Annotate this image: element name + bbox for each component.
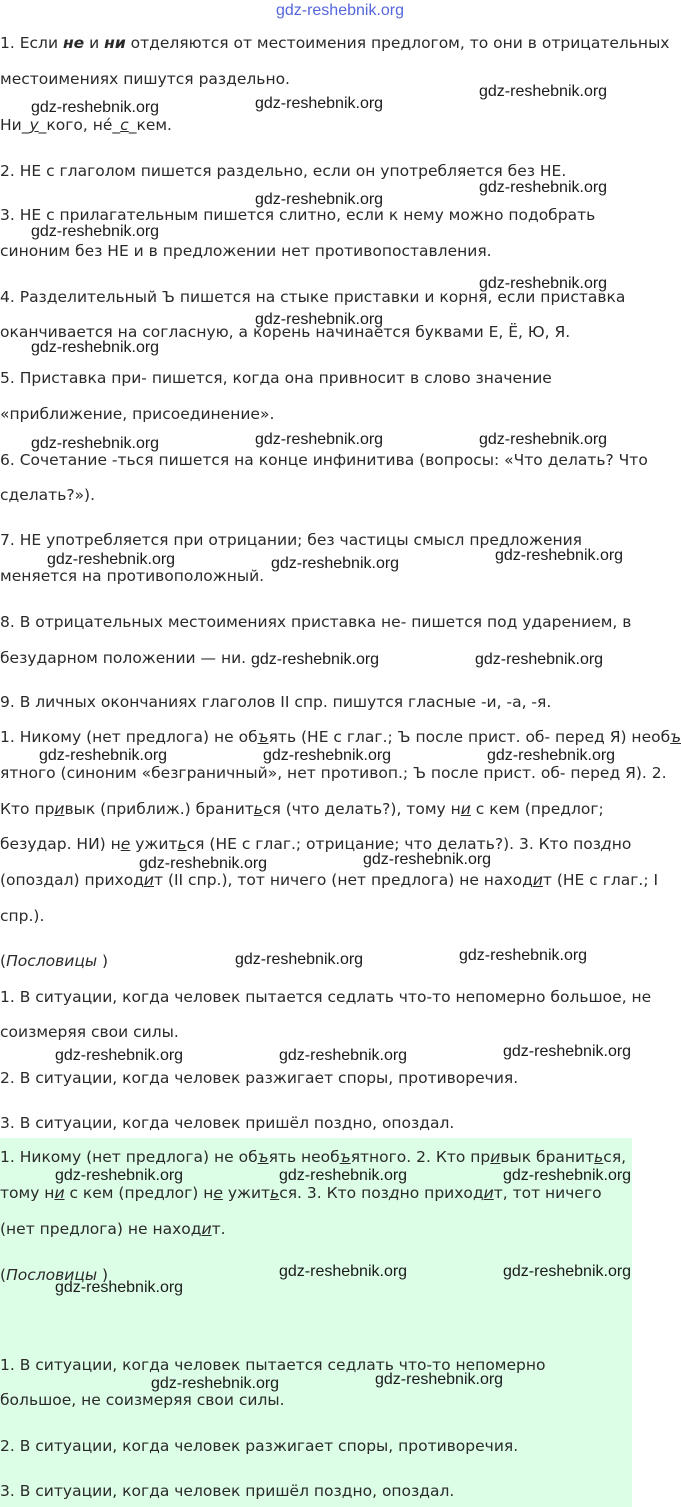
watermark: gdz-reshebnik.org <box>139 855 268 872</box>
watermark: gdz-reshebnik.org <box>503 1167 632 1184</box>
watermark: gdz-reshebnik.org <box>475 651 604 668</box>
watermark: gdz-reshebnik.org <box>479 431 608 448</box>
rule-7-line-1: 7. НЕ употребляется при отрицании; без частицы смысл предложения <box>0 531 583 549</box>
watermark: gdz-reshebnik.org <box>363 851 492 868</box>
rule-9: 9. В личных окончаниях глаголов II спр. пишутся гласные -и, -а, -я. <box>0 693 552 711</box>
watermark: gdz-reshebnik.org <box>487 747 616 764</box>
answer-situation-1-line-1: 1. В ситуации, когда человек пытается седлать что-то непомерно <box>0 1356 546 1374</box>
site-watermark-top: gdz-reshebnik.org <box>275 2 405 19</box>
watermark: gdz-reshebnik.org <box>31 435 160 452</box>
watermark: gdz-reshebnik.org <box>235 951 364 968</box>
watermark: gdz-reshebnik.org <box>31 99 160 116</box>
analysis-line-2: ятного (синоним «безграничный», нет противоп.; Ъ после прист. об- перед Я). 2. <box>0 764 667 782</box>
rule-8-line-1: 8. В отрицательных местоимениях приставка не- пишется под ударением, в <box>0 613 632 631</box>
watermark: gdz-reshebnik.org <box>55 1167 184 1184</box>
situation-1-line-1: 1. В ситуации, когда человек пытается седлать что-то непомерно большое, не <box>0 988 652 1006</box>
analysis-line-6: спр.). <box>0 907 45 925</box>
watermark: gdz-reshebnik.org <box>39 747 168 764</box>
proverbs-heading: (Пословицы ) <box>0 952 109 970</box>
watermark: gdz-reshebnik.org <box>255 311 384 328</box>
answer-situation-3: 3. В ситуации, когда человек пришёл поздно, опоздал. <box>0 1482 455 1500</box>
answer-line-3: (нет предлога) не находит. <box>0 1220 226 1238</box>
watermark: gdz-reshebnik.org <box>503 1043 632 1060</box>
situation-3: 3. В ситуации, когда человек пришёл поздно, опоздал. <box>0 1114 455 1132</box>
rule-3-line-1: 3. НЕ с прилагательным пишется слитно, если к нему можно подобрать <box>0 206 596 224</box>
watermark: gdz-reshebnik.org <box>279 1047 408 1064</box>
rule-1-line-1: 1. Если не и ни отделяются от местоимения предлогом, то они в отрицательных <box>0 34 670 52</box>
analysis-line-4: безудар. НИ) не ужиться (НЕ с глаг.; отрицание; что делать?). 3. Кто поздно <box>0 835 632 853</box>
analysis-line-1: 1. Никому (нет предлога) не объять (НЕ с глаг.; Ъ после прист. об- перед Я) необъ <box>0 728 681 746</box>
watermark: gdz-reshebnik.org <box>255 431 384 448</box>
watermark: gdz-reshebnik.org <box>279 1167 408 1184</box>
watermark: gdz-reshebnik.org <box>279 1263 408 1280</box>
watermark: gdz-reshebnik.org <box>255 95 384 112</box>
answer-proverbs-heading: (Пословицы ) <box>0 1266 109 1284</box>
watermark: gdz-reshebnik.org <box>55 1047 184 1064</box>
rule-4-line-2: оканчивается на согласную, а корень начинается буквами Е, Ё, Ю, Я. <box>0 323 571 341</box>
watermark: gdz-reshebnik.org <box>271 555 400 572</box>
rule-6-line-1: 6. Сочетание -ться пишется на конце инфинитива (вопросы: «Что делать? Что <box>0 451 648 469</box>
watermark: gdz-reshebnik.org <box>503 1263 632 1280</box>
watermark: gdz-reshebnik.org <box>255 191 384 208</box>
watermark: gdz-reshebnik.org <box>47 551 176 568</box>
answer-line-2: тому ни с кем (предлог) не ужиться. 3. Кто поздно приходит, тот ничего <box>0 1184 602 1202</box>
watermark: gdz-reshebnik.org <box>251 651 380 668</box>
answer-situation-1-line-2: большое, не соизмеряя свои силы. <box>0 1391 285 1409</box>
situation-1-line-2: соизмеряя свои силы. <box>0 1023 179 1041</box>
rule-4-line-1: 4. Разделительный Ъ пишется на стыке приставки и корня, если приставка <box>0 288 626 306</box>
analysis-line-3: Кто привык (приближ.) браниться (что делать?), тому ни с кем (предлог; <box>0 800 604 818</box>
watermark: gdz-reshebnik.org <box>459 947 588 964</box>
answer-line-1: 1. Никому (нет предлога) не объять необъятного. 2. Кто привык браниться, <box>0 1148 627 1166</box>
watermark: gdz-reshebnik.org <box>55 1279 184 1296</box>
rule-5-line-1: 5. Приставка при- пишется, когда она привносит в слово значение <box>0 369 552 387</box>
watermark: gdz-reshebnik.org <box>495 547 624 564</box>
watermark: gdz-reshebnik.org <box>31 339 160 356</box>
rule-2: 2. НЕ с глаголом пишется раздельно, если он употребляется без НЕ. <box>0 162 567 180</box>
rule-1-line-2: местоимениях пишутся раздельно. <box>0 70 290 88</box>
watermark: gdz-reshebnik.org <box>151 1375 280 1392</box>
watermark: gdz-reshebnik.org <box>263 747 392 764</box>
rule-3-line-2: синоним без НЕ и в предложении нет противопоставления. <box>0 242 492 260</box>
watermark: gdz-reshebnik.org <box>479 179 608 196</box>
situation-2: 2. В ситуации, когда человек разжигает споры, противоречия. <box>0 1069 519 1087</box>
rule-7-line-2: меняется на противоположный. <box>0 567 265 585</box>
answer-situation-2: 2. В ситуации, когда человек разжигает споры, противоречия. <box>0 1437 519 1455</box>
watermark: gdz-reshebnik.org <box>479 83 608 100</box>
rule-8-line-2: безударном положении — ни. <box>0 649 247 667</box>
analysis-line-5: (опоздал) приходит (II спр.), тот ничего (нет предлога) не находит (НЕ с глаг.; I <box>0 871 659 889</box>
watermark: gdz-reshebnik.org <box>375 1371 504 1388</box>
watermark: gdz-reshebnik.org <box>479 275 608 292</box>
watermark: gdz-reshebnik.org <box>31 223 160 240</box>
rule-5-line-2: «приближение, присоединение». <box>0 405 275 423</box>
rule-1-example: Ни_у_кого, нé_с_кем. <box>0 116 172 134</box>
rule-6-line-2: сделать?»). <box>0 486 96 504</box>
